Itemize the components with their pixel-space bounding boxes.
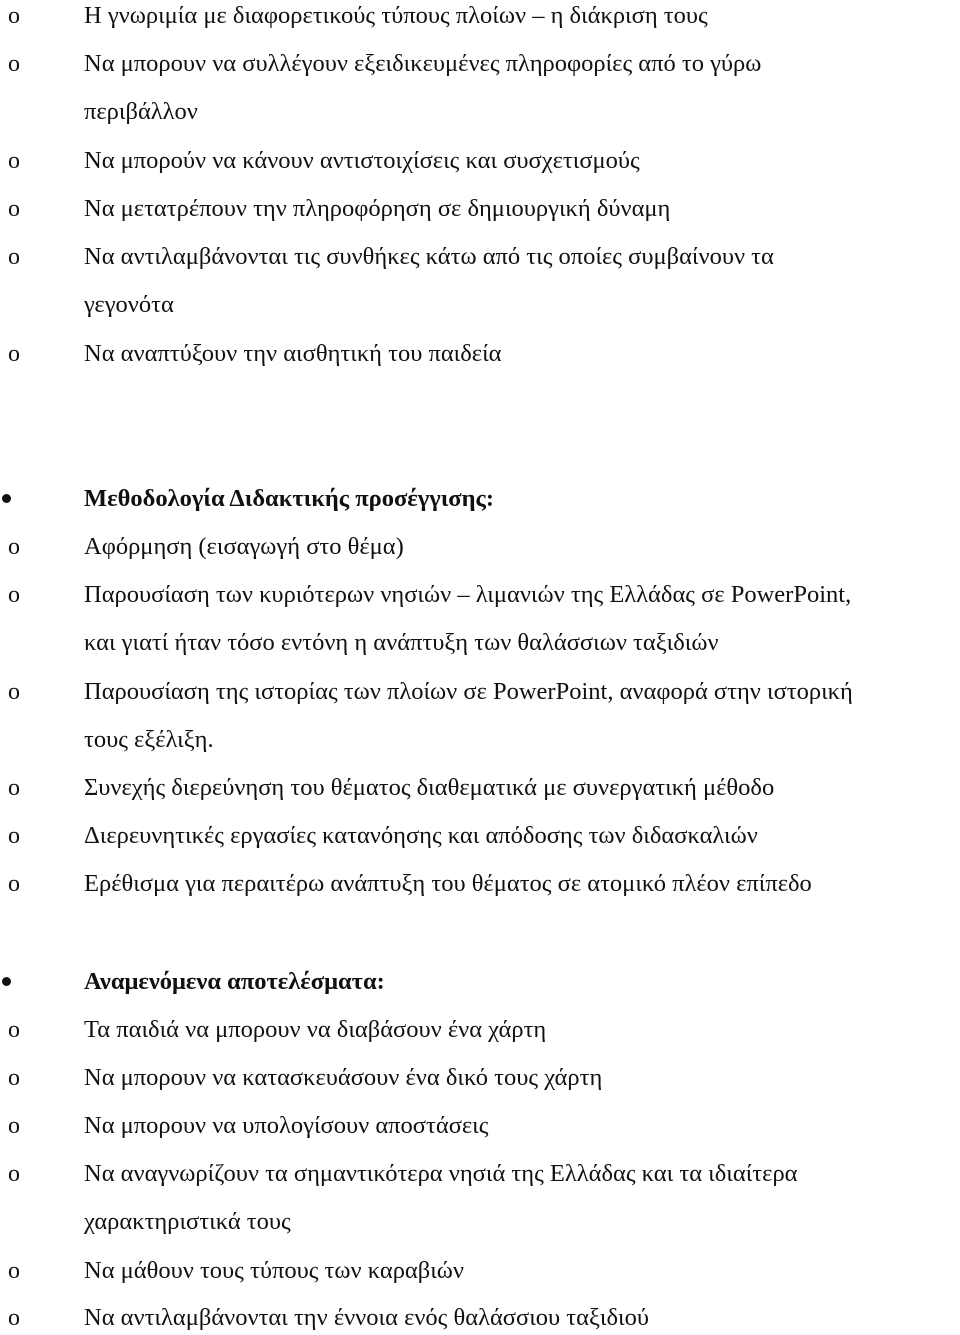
section-heading: Μεθοδολογία Διδακτικής προσέγγισης:	[84, 485, 495, 512]
bullet-marker: o	[8, 1161, 20, 1187]
list-item: Να μπορουν να υπολογίσουν αποστάσεις	[84, 1112, 489, 1139]
bullet-dot-icon	[2, 977, 11, 986]
bullet-marker: o	[8, 823, 20, 849]
list-item-continuation: χαρακτηριστικά τους	[84, 1208, 291, 1235]
list-item: Να μάθουν τους τύπους των καραβιών	[84, 1257, 465, 1284]
bullet-marker: o	[8, 679, 20, 705]
list-item: Να αντιλαμβάνονται την έννοια ενός θαλάσσιου ταξιδιού	[84, 1304, 650, 1331]
list-item-continuation: και γιατί ήταν τόσο εντόνη η ανάπτυξη των θαλάσσιων ταξιδιών	[84, 629, 719, 656]
list-item: Αφόρμηση (εισαγωγή στο θέμα)	[84, 533, 404, 560]
bullet-marker: o	[8, 871, 20, 897]
list-item: Ερέθισμα για περαιτέρω ανάπτυξη του θέματος σε ατομικό πλέον επίπεδο	[84, 870, 812, 897]
bullet-marker: o	[8, 3, 20, 29]
list-item: Να μπορουν να κατασκευάσουν ένα δικό τους χάρτη	[84, 1064, 603, 1091]
bullet-marker: o	[8, 1017, 20, 1043]
bullet-marker: o	[8, 1305, 20, 1331]
list-item-continuation: τους εξέλιξη.	[84, 726, 214, 753]
bullet-marker: o	[8, 148, 20, 174]
bullet-marker: o	[8, 1065, 20, 1091]
list-item-continuation: γεγονότα	[84, 291, 174, 318]
list-item: Παρουσίαση της ιστορίας των πλοίων σε PowerPoint, αναφορά στην ιστορική	[84, 678, 853, 705]
section-heading: Αναμενόμενα αποτελέσματα:	[84, 968, 385, 995]
list-item: Να μετατρέπουν την πληροφόρηση σε δημιουργική δύναμη	[84, 195, 671, 222]
bullet-marker: o	[8, 341, 20, 367]
list-item: Διερευνητικές εργασίες κατανόησης και απόδοσης των διδασκαλιών	[84, 822, 758, 849]
bullet-marker: o	[8, 196, 20, 222]
bullet-marker: o	[8, 775, 20, 801]
list-item: Να μπορούν να κάνουν αντιστοιχίσεις και συσχετισμούς	[84, 147, 640, 174]
list-item: Να αναπτύξουν την αισθητική του παιδεία	[84, 340, 502, 367]
list-item: Να αναγνωρίζουν τα σημαντικότερα νησιά της Ελλάδας και τα ιδιαίτερα	[84, 1160, 798, 1187]
list-item: Η γνωριμία με διαφορετικούς τύπους πλοίων – η διάκριση τους	[84, 2, 708, 29]
bullet-marker: o	[8, 1258, 20, 1284]
list-item: Να μπορουν να συλλέγουν εξειδικευμένες πληροφορίες από το γύρω	[84, 50, 762, 77]
bullet-marker: o	[8, 1113, 20, 1139]
bullet-marker: o	[8, 534, 20, 560]
list-item: Παρουσίαση των κυριότερων νησιών – λιμανιών της Ελλάδας σε PowerPoint,	[84, 581, 852, 608]
bullet-marker: o	[8, 582, 20, 608]
bullet-marker: o	[8, 51, 20, 77]
list-item: Να αντιλαμβάνονται τις συνθήκες κάτω από τις οποίες συμβαίνουν τα	[84, 243, 774, 270]
list-item-continuation: περιβάλλον	[84, 98, 198, 125]
bullet-dot-icon	[2, 494, 11, 503]
list-item: Τα παιδιά να μπορουν να διαβάσουν ένα χάρτη	[84, 1016, 547, 1043]
list-item: Συνεχής διερεύνηση του θέματος διαθεματικά με συνεργατική μέθοδο	[84, 774, 775, 801]
bullet-marker: o	[8, 244, 20, 270]
